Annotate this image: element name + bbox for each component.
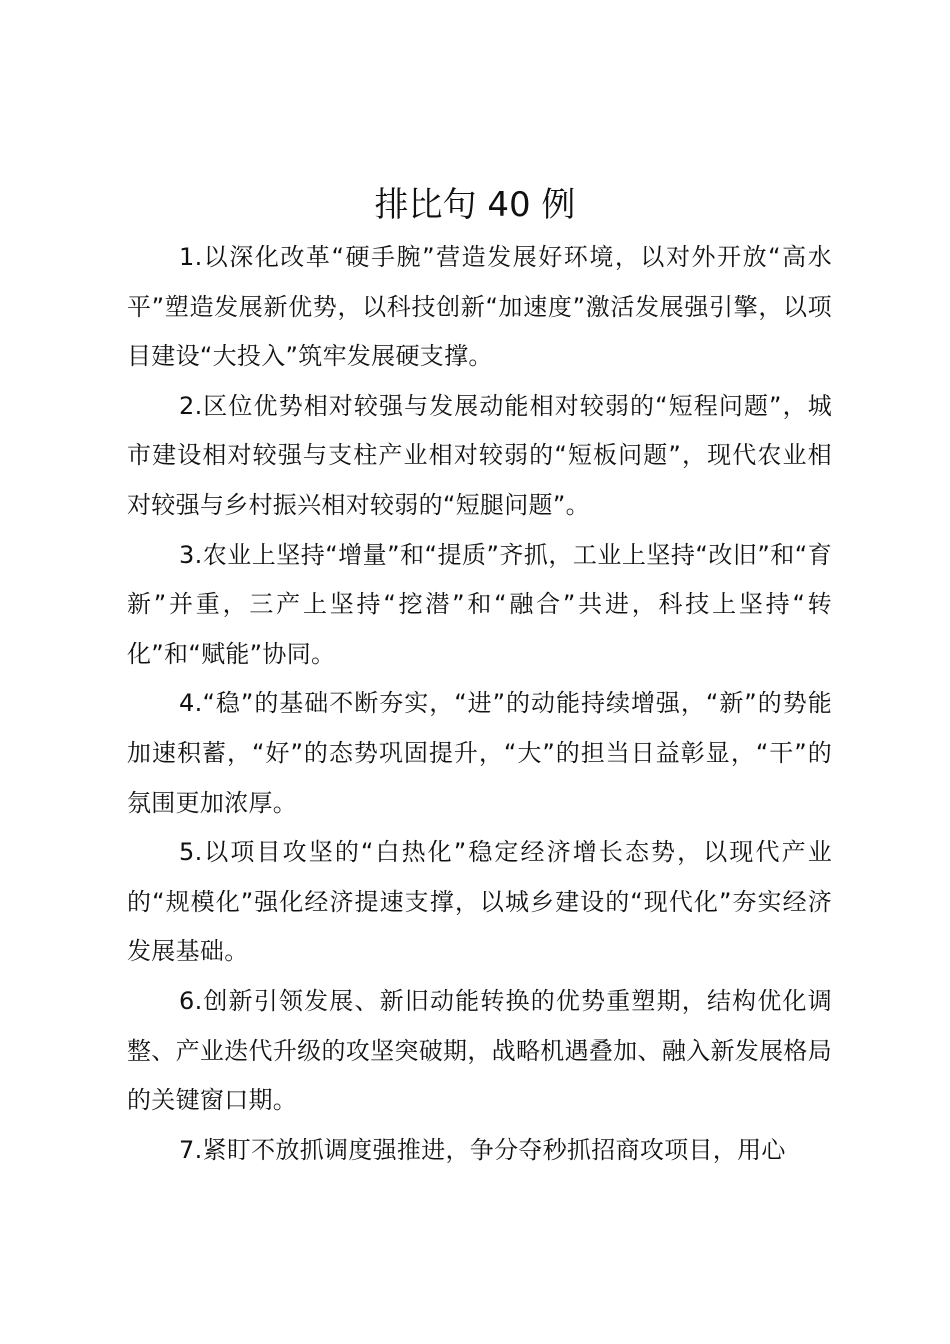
paragraph-4: 4.“稳”的基础不断夯实，“进”的动能持续增强，“新”的势能加速积蓄，“好”的态势巩固提升，“大”的担当日益彰显，“干”的氛围更加浓厚。	[127, 689, 832, 817]
paragraph-7: 7.紧盯不放抓调度强推进，争分夺秒抓招商攻项目，用心	[179, 1135, 786, 1164]
paragraph-1: 1.以深化改革“硬手腕”营造发展好环境，以对外开放“高水平”塑造发展新优势，以科技创新“加速度”激活发展强引擎，以项目建设“大投入”筑牢发展硬支撑。	[127, 243, 832, 371]
paragraph-2: 2.区位优势相对较强与发展动能相对较弱的“短程问题”，城市建设相对较强与支柱产业相对较弱的“短板问题”，现代农业相对较强与乡村振兴相对较弱的“短腿问题”。	[127, 391, 832, 519]
paragraph-3: 3.农业上坚持“增量”和“提质”齐抓，工业上坚持“改旧”和“育新”并重，三产上坚持“挖潜”和“融合”共进，科技上坚持“转化”和“赋能”协同。	[127, 540, 832, 668]
document-title: 排比句 40 例	[374, 185, 576, 225]
paragraph-5: 5.以项目攻坚的“白热化”稳定经济增长态势，以现代产业的“规模化”强化经济提速支撑，以城乡建设的“现代化”夯实经济发展基础。	[127, 838, 832, 966]
paragraph-6: 6.创新引领发展、新旧动能转换的优势重塑期，结构优化调整、产业迭代升级的攻坚突破期，战略机遇叠加、融入新发展格局的关键窗口期。	[127, 986, 832, 1115]
document-body	[127, 233, 832, 1175]
